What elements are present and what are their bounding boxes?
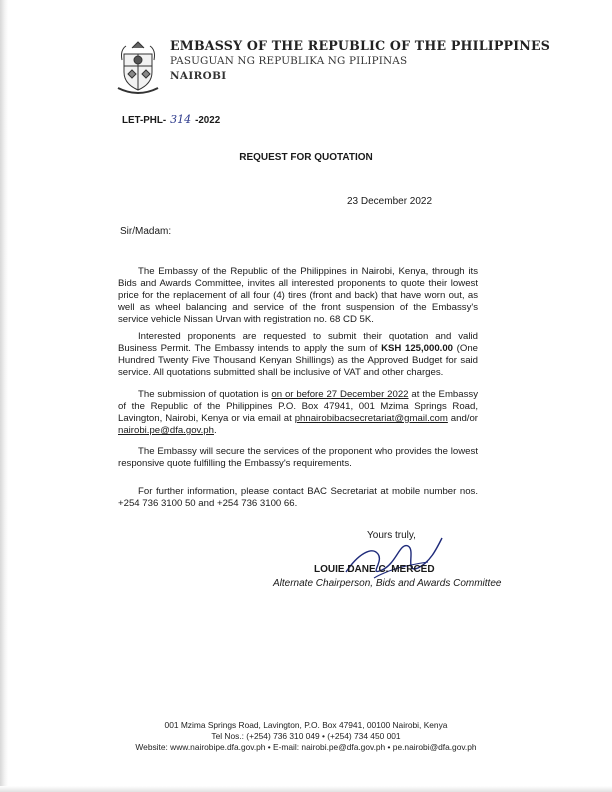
paragraph-budget-text-b: (One Hundred Twenty Five Thousand Kenyan Shillings) as the Approved Budget for said service. All quotations submitted shall be inclusive of VAT and other charges. — [118, 343, 478, 378]
signatory-name: LOUIE DANE C. MERCED — [314, 564, 435, 575]
letter-date: 23 December 2022 — [347, 196, 433, 207]
embassy-name-filipino: PASUGUAN NG REPUBLIKA NG PILIPINAS — [170, 55, 408, 67]
paragraph-award — [118, 446, 478, 470]
reference-number — [122, 113, 220, 126]
embassy-name: EMBASSY OF THE REPUBLIC OF THE PHILIPPINES — [170, 38, 551, 53]
paragraph-submission — [118, 389, 478, 437]
footer-web-email: Website: www.nairobipe.dfa.gov.ph • E-mail: nairobi.pe@dfa.gov.ph • pe.nairobi@dfa.gov.ph — [135, 742, 477, 752]
paragraph-submission-text-a: The submission of quotation is — [138, 389, 272, 400]
paragraph-submission-text-d: . — [213, 425, 217, 436]
scan-shadow — [0, 0, 8, 792]
embassy-city: NAIROBI — [170, 70, 227, 82]
budget-amount: KSH 125,000.00 — [381, 343, 453, 354]
paragraph-submission-text-b: at the Embassy of the Republic of the Philippines P.O. Box 47941, 001 Mzima Springs Road, Lavington, Nairobi, Kenya or via email at — [118, 389, 478, 424]
email-link-bac[interactable]: phnairobibacsecretariat@gmail.com — [294, 413, 448, 424]
signatory-title: Alternate Chairperson, Bids and Awards Committee — [273, 578, 502, 589]
paragraph-budget-text-a: Interested proponents are requested to submit their quotation and valid Business Permit. The Embassy intends to apply the sum of — [118, 331, 478, 354]
paragraph-invitation-text: The Embassy of the Republic of the Philippines in Nairobi, Kenya, through its Bids and Awards Committee, invites all interested proponents to quote their lowest price for the replacement of all four (4) tires (front and back) that have worn out, as well as wheel balancing and service of the front suspension of the Embassy's service vehicle Nissan Urvan with registration no. 68 CD 5K. — [118, 266, 478, 325]
reference-handwritten-number: 314 — [170, 113, 192, 126]
reference-suffix: -2022 — [195, 115, 221, 126]
philippine-seal-icon — [112, 38, 164, 96]
letter-subject: REQUEST FOR QUOTATION — [239, 152, 373, 163]
paragraph-award-text: The Embassy will secure the services of the proponent who provides the lowest responsive quote fulfilling the Embassy's requirements. — [118, 446, 478, 469]
footer-telephone: Tel Nos.: (+254) 736 310 049 • (+254) 734 450 001 — [211, 731, 401, 741]
scan-shadow-bottom — [0, 786, 612, 792]
paragraph-contact — [118, 486, 478, 510]
footer-address: 001 Mzima Springs Road, Lavington, P.O. Box 47941, 00100 Nairobi, Kenya — [164, 720, 448, 730]
email-link-embassy[interactable]: nairobi.pe@dfa.gov.ph — [118, 425, 214, 436]
paragraph-submission-text-c: and/or — [447, 413, 478, 424]
paragraph-invitation — [118, 266, 478, 326]
paragraph-contact-text: For further information, please contact BAC Secretariat at mobile number nos. +254 736 3100 50 and +254 736 3100 66. — [118, 486, 478, 509]
submission-deadline: on or before 27 December 2022 — [271, 389, 409, 400]
closing: Yours truly, — [367, 530, 416, 541]
paragraph-budget — [118, 331, 478, 379]
salutation: Sir/Madam: — [120, 226, 172, 237]
reference-prefix: LET-PHL- — [122, 115, 167, 126]
